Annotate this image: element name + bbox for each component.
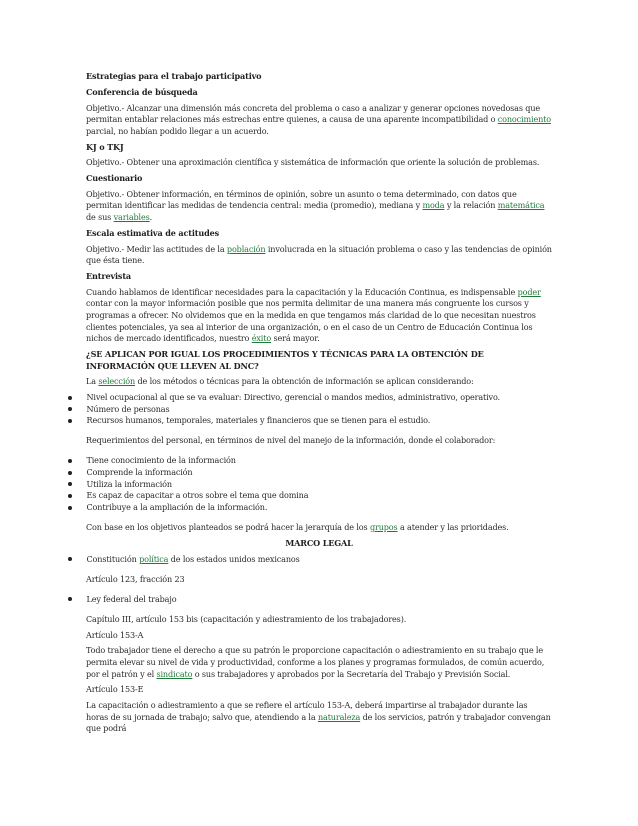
text: Cuando hablamos de identificar necesidades para la capacitación y la Educación Continua, es indispensable [86,286,518,297]
list-item-text: Nivel ocupacional al que se va evaluar: Directivo, gerencial o mandos medios, administrativo, operativo. [86,392,500,403]
bullet-icon [68,557,72,561]
heading-conferencia: Conferencia de búsqueda [86,86,198,97]
text: y la relación [444,200,498,211]
article-153a-text [86,645,552,680]
text: Todo trabajador tiene el derecho a que su patrón le proporcione capacitación o adiestramiento en su trabajo que le permita elevar su nivel de vida y productividad, conforme a los planes y programas formulados, de común acuerdo, por el patrón y el [86,645,545,679]
legal-list-2 [86,594,552,606]
link-matematica[interactable]: matemática [497,200,545,211]
list-item [86,404,552,416]
paragraph-seleccion [86,376,552,388]
list-item [86,554,552,566]
legal-list-1 [86,554,552,566]
text: involucrada en la situación problema o caso y las tendencias de opinión que ésta tiene. [86,243,552,266]
list-item-text: Número de personas [86,403,170,414]
text: de los servicios, patrón y trabajador convengan que podrá [86,711,551,734]
text: Constitución [86,553,140,564]
article-123: Artículo 123, fracción 23 [86,573,185,584]
list-item [86,392,552,404]
heading-procedimientos: ¿SE APLICAN POR IGUAL LOS PROCEDIMIENTOS Y TÉCNICAS PARA LA OBTENCIÓN DE INFORMACIÓN QUE LLEVEN AL DNC? [86,348,484,371]
text: de los métodos o técnicas para la obtención de información se aplican considerando: [135,376,474,387]
list-item [86,502,552,514]
list-item [86,594,552,606]
list-item-text: Recursos humanos, temporales, materiales y financieros que se tienen para el estudio. [86,415,431,426]
bullet-icon [68,396,72,400]
text: La capacitación o adiestramiento a que se refiere el artículo 153-A, deberá impartirse al trabajador durante las horas de su jornada de trabajo; salvo que, atendiendo a la [86,700,528,722]
text: Objetivo.- Alcanzar una dimensión más concreta del problema o caso a analizar y generar opciones novedosas que permitan entablar relaciones más estrechas entre quienes, a causa de una aparente incompatibilidad o [86,102,541,125]
link-seleccion[interactable]: selección [98,376,136,387]
list-item-text: Es capaz de capacitar a otros sobre el tema que domina [86,490,309,501]
heading-kj: KJ o TKJ [86,141,124,152]
bullet-icon [68,494,72,498]
paragraph-entrevista [86,287,552,345]
list-item-text [86,554,552,566]
text: o sus trabajadores y aprobados por la Secretaría del Trabajo y Previsión Social. [192,668,511,679]
text: Objetivo.- Obtener información, en términos de opinión, sobre un asunto o tema determinado, con datos que permitan identificar las medidas de tendencia central: media (promedio), mediana y [86,188,517,211]
paragraph-conferencia [86,103,552,138]
heading-escala: Escala estimativa de actitudes [86,227,220,238]
list-item-text: Comprende la información [86,467,193,478]
text: a atender y las prioridades. [397,521,509,532]
link-conocimiento[interactable]: conocimiento [497,114,551,125]
list-item [86,490,552,502]
list-item-text: Contribuye a la ampliación de la información. [86,501,268,512]
link-politica[interactable]: política [139,553,169,564]
paragraph-kj: Objetivo.- Obtener una aproximación científica y sistemática de información que oriente la solución de problemas. [86,157,540,168]
list-item-text: Ley federal del trabajo [86,593,177,604]
heading-entrevista: Entrevista [86,271,132,281]
text: . [149,212,153,223]
list-item [86,455,552,467]
list-item [86,415,552,427]
heading-marco-legal: MARCO LEGAL [285,537,353,548]
bullet-icon [68,597,72,601]
text: será mayor. [271,333,320,344]
bullet-icon [68,419,72,423]
text: contar con la mayor información posible que nos permita delimitar de una manera más congruente los cursos y programas a ofrecer. No olvidemos que en la medida en que tengamos más claridad de lo que necesitan nuestros clientes potenciales, ya sea al interior de una organización, o en el caso de un Centro de Educación Continua los nichos de mercado identificados, nuestro [86,298,536,344]
link-naturaleza[interactable]: naturaleza [317,711,361,722]
bullet-icon [68,407,72,411]
criteria-list [86,392,552,427]
paragraph-escala [86,244,552,267]
link-grupos[interactable]: grupos [369,521,398,532]
text: Con base en los objetivos planteados se podrá hacer la jerarquía de los [86,521,370,532]
list-item-text: Utiliza la información [86,478,172,489]
text: parcial, no habían podido llegar a un acuerdo. [86,125,269,136]
link-sindicato[interactable]: sindicato [156,668,193,679]
text: de sus [86,212,114,223]
paragraph-cuestionario [86,189,552,224]
heading-cuestionario: Cuestionario [86,173,143,184]
section-title: Estrategias para el trabajo participativo [86,71,262,81]
article-153a-title: Artículo 153-A [86,629,144,640]
bullet-icon [68,482,72,486]
bullet-icon [68,471,72,475]
document-body [86,71,552,735]
paragraph-requerimientos: Requerimientos del personal, en términos de nivel del manejo de la información, donde el colaborador: [86,435,496,446]
text: de los estados unidos mexicanos [168,553,300,564]
bullet-icon [68,459,72,463]
bullet-icon [68,506,72,510]
link-variables[interactable]: variables [113,212,150,223]
chapter-iii: Capítulo III, artículo 153 bis (capacitación y adiestramiento de los trabajadores). [86,613,407,624]
link-poblacion[interactable]: población [226,243,266,254]
paragraph-jerarquia [86,522,552,534]
list-item [86,479,552,491]
text: Objetivo.- Medir las actitudes de la [86,243,227,254]
text: La [86,376,99,387]
link-poder[interactable]: poder [517,286,541,297]
link-moda[interactable]: moda [422,200,445,211]
list-item [86,467,552,479]
article-153e-text [86,700,552,735]
list-item-text: Tiene conocimiento de la información [86,455,236,466]
article-153e-title: Artículo 153-E [86,684,144,695]
link-exito[interactable]: éxito [251,333,272,344]
collaborator-list [86,455,552,513]
